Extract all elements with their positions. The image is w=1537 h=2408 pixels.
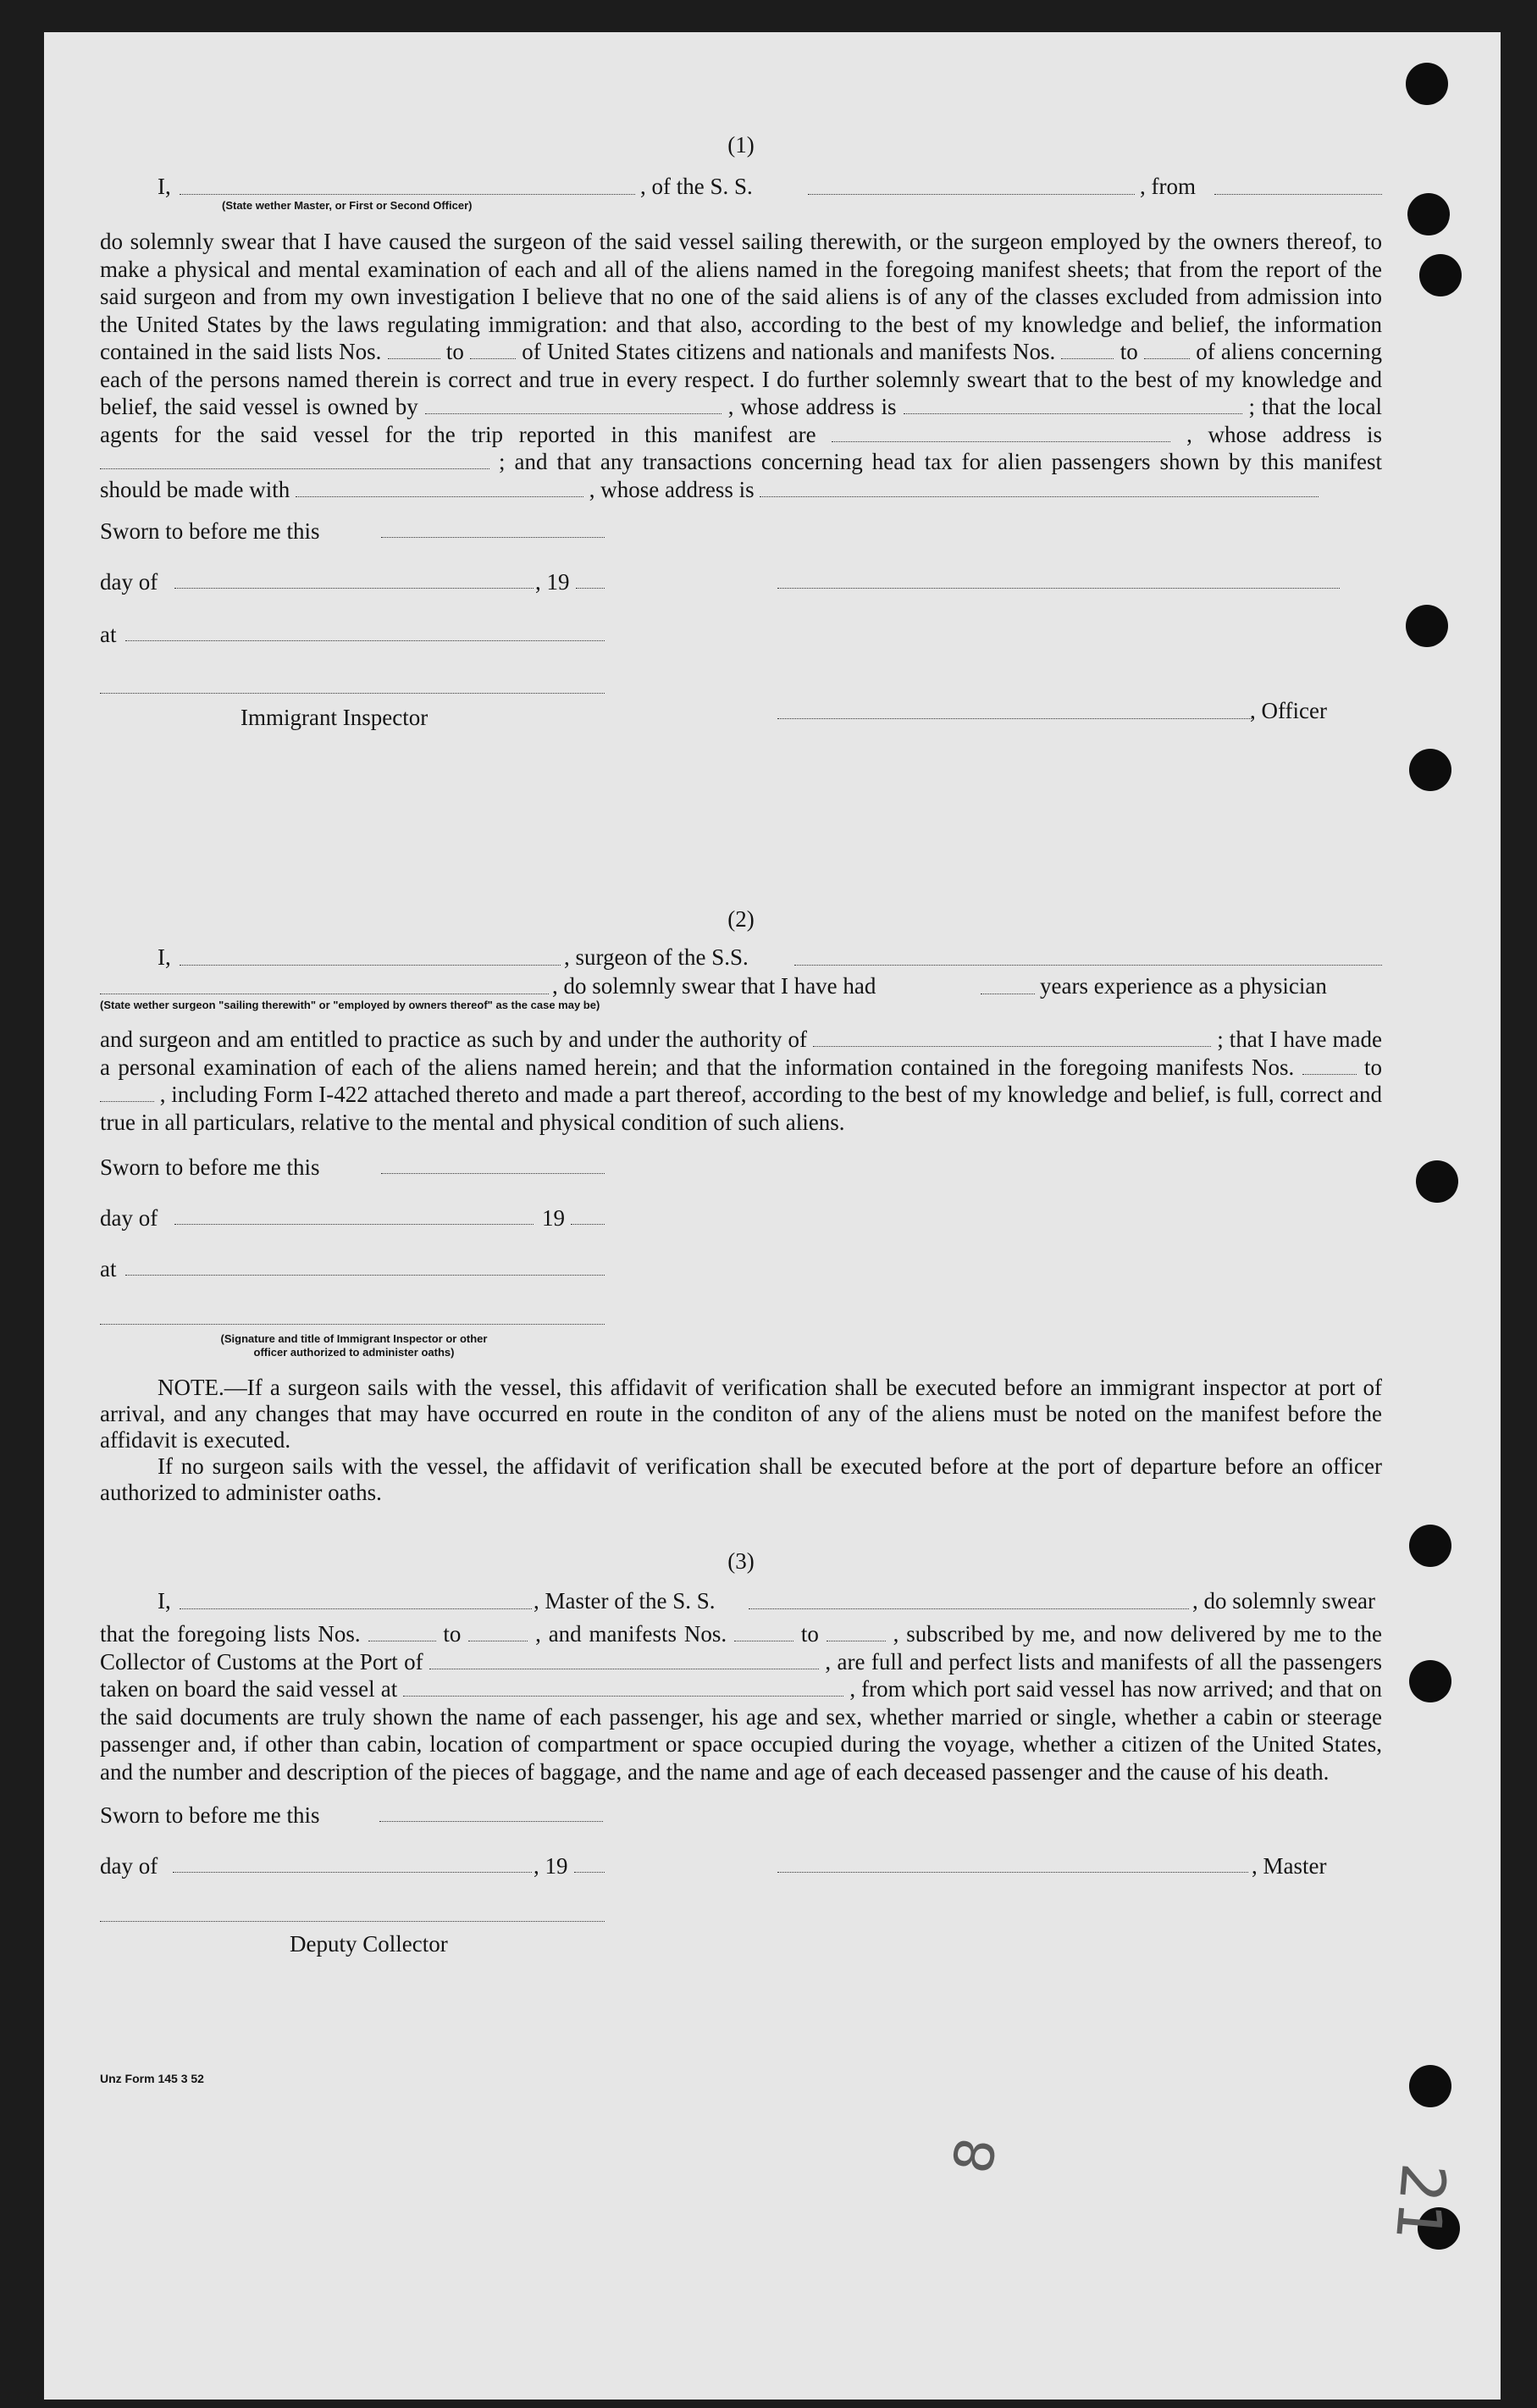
surgeon-affidavit-text [100,1026,1382,1136]
binder-hole [1409,749,1451,791]
officer-label: , Officer [1250,698,1327,723]
years-field[interactable] [981,977,1035,994]
day-of-label: day of [100,1205,158,1231]
month-field[interactable] [173,1872,532,1873]
head-tax-address-field[interactable] [760,479,1319,497]
signature-hint-line: (Signature and title of Immigrant Inspector or other [220,1332,488,1345]
affidavit-text: , whose address is [589,476,755,502]
month-field[interactable] [174,588,534,589]
surgeon-vessel-field[interactable] [794,948,1382,966]
year-field[interactable] [576,588,605,589]
master-vessel-field[interactable] [749,1591,1189,1609]
swear-label: , do solemnly swear [1192,1588,1375,1614]
to-label: to [443,1621,462,1647]
binder-hole [1406,605,1448,647]
surgeon-type-hint: (State wether surgeon "sailing therewith" or "employed by owners thereof" as the case may be) [100,999,600,1011]
master-name-field[interactable] [180,1591,532,1609]
owner-field[interactable] [425,396,722,414]
lists-from-field[interactable] [388,341,440,359]
to-label: to [445,339,464,364]
section-number: (2) [727,906,755,932]
affidavit-text: , subscribed by me, and now delivered by me to the Collector of Customs at the Port of [100,1621,1383,1675]
master-label: , Master of the S. S. [534,1588,716,1614]
from-label: , from [1140,174,1196,199]
affidavit-text: ; and that any transactions concerning head tax for alien passengers shown by this manifest should be made with [100,449,1382,502]
manifests-to-field[interactable] [100,1084,154,1102]
pronoun-label: I, [158,944,171,970]
form-number: Unz Form 145 3 52 [100,2072,204,2085]
affidavit-text: of aliens concerning each of the persons named therein is correct and true in every respect. I do further solemnly sweart that to the best of my knowledge and belief, the said vessel is owned by [100,339,1383,419]
section-number: (1) [727,132,755,158]
boarding-port-field[interactable] [403,1679,843,1697]
master-delivery-text [100,1620,1382,1785]
section-2 [100,906,1382,1506]
head-tax-party-field[interactable] [296,479,583,497]
inspector-signature-line[interactable] [100,693,605,694]
to-label: to [1120,339,1138,364]
signature-hint-line: officer authorized to administer oaths) [253,1346,455,1359]
master-affidavit-text [100,228,1382,503]
note-paragraph: NOTE.—If a surgeon sails with the vessel, this affidavit of verification shall be executed before an immigrant inspector at port of arrival, and any changes that may have occurred en route in the conditon of any of the aliens must be noted on the manifest before the affidavit is executed. [100,1375,1382,1453]
sworn-date-field[interactable] [381,1173,605,1174]
lists-from-field[interactable] [368,1624,436,1641]
sworn-label: Sworn to before me this [100,518,320,544]
section-1 [100,132,1382,789]
pencil-annotation: 8 [942,2133,1010,2178]
affidavit-text: do solemnly swear that I have caused the surgeon of the said vessel sailing therewith, or the surgeon employed by the owners thereof, to make a physical and mental examination of each and all of the aliens named in the foregoing manifest sheets; that from the report of the said surgeon and from my own investigation I believe that no one of the said aliens is of any of the classes excluded from admission into the United States by the laws regulating immigration: and that also, according to the best of my knowledge and belief, the information contained in the said lists Nos. [100,229,1382,364]
departure-port-field[interactable] [1214,177,1382,195]
years-label: years experience as a physician [1040,973,1327,999]
manifests-to-field[interactable] [1144,341,1190,359]
form-page [44,32,1501,2400]
to-label: to [1363,1054,1382,1080]
sworn-date-field[interactable] [381,537,605,538]
affidavit-text: ; that I have made a personal examination of each of the aliens named herein; and that the information contained in the foregoing manifests Nos. [100,1027,1383,1080]
binder-hole [1407,193,1450,235]
affidavit-text: , whose address is [1186,421,1382,447]
year-field[interactable] [571,1224,605,1225]
manifests-from-field[interactable] [734,1624,793,1641]
affidavit-text: and surgeon and am entitled to practice as such by and under the authority of [100,1027,808,1052]
officer-signature-line-upper[interactable] [777,588,1340,589]
agents-field[interactable] [832,424,1170,442]
at-label: at [100,1256,117,1281]
swear-label: , do solemnly swear that I have had [552,973,876,999]
section-number: (3) [727,1548,755,1574]
day-of-label: day of [100,1853,158,1879]
collector-label: Deputy Collector [290,1931,448,1957]
sworn-date-field[interactable] [379,1821,603,1822]
affidavit-text: , and manifests Nos. [535,1621,727,1647]
year-field[interactable] [574,1872,605,1873]
inspector-label: Immigrant Inspector [241,705,428,730]
surgeon-name-field[interactable] [180,948,561,966]
affidavit-text: , including Form I-422 attached thereto and made a part thereof, according to the best of my knowledge and belief, is full, correct and true in all particulars, relative to the mental and physical condition of such aliens. [100,1082,1382,1135]
year-label: , 19 [534,1853,568,1879]
pencil-annotation: 21 [1381,2160,1460,2245]
officer-rank-field[interactable] [180,177,635,195]
binder-hole [1419,254,1462,296]
customs-port-field[interactable] [429,1652,819,1669]
binder-hole [1416,1160,1458,1203]
location-field[interactable] [125,1275,605,1276]
affidavit-text: , are full and perfect lists and manifests of all the passengers taken on board the said vessel at [100,1648,1382,1702]
officer-signature-line[interactable] [777,718,1252,719]
year-label: 19 [542,1205,565,1231]
affidavit-text: , from which port said vessel has now arrived; and that on the said documents are truly shown the name of each passenger, his age and sex, whether married or single, whether a cabin or steerage passenger and, if other than cabin, location of compartment or space occupied during the voyage, whether a citizen of the United States, and the number and description of the pieces of baggage, and the name and age of each deceased passenger and the cause of his death. [100,1676,1382,1785]
signature-hint [168,1332,540,1359]
surgeon-label: , surgeon of the S.S. [564,944,749,970]
binder-hole [1406,63,1448,105]
sworn-label: Sworn to before me this [100,1154,320,1180]
at-label: at [100,622,117,647]
pronoun-label: I, [158,174,171,199]
vessel-name-field[interactable] [808,177,1135,195]
affidavit-text: ; that the local agents for the said vessel for the trip reported in this manifest are [100,394,1383,447]
binder-hole [1409,1660,1451,1702]
affidavit-text: that the foregoing lists Nos. [100,1621,361,1647]
sworn-label: Sworn to before me this [100,1802,320,1828]
authority-field[interactable] [813,1029,1211,1047]
note-paragraph-2: If no surgeon sails with the vessel, the affidavit of verification shall be executed before at the port of departure before an officer authorized to administer oaths. [100,1453,1382,1505]
year-label: , 19 [535,569,570,595]
lists-to-field[interactable] [470,341,516,359]
section-3 [100,1548,1382,1963]
surgeon-type-field[interactable] [100,977,549,994]
location-field[interactable] [125,640,605,641]
lists-to-field[interactable] [468,1624,528,1641]
manifests-to-field[interactable] [827,1624,886,1641]
manifests-from-field[interactable] [1302,1057,1357,1075]
officer-rank-hint: (State wether Master, or First or Second Officer) [222,199,473,212]
day-of-label: day of [100,569,158,595]
collector-signature-line[interactable] [100,1921,605,1922]
master-signature-line[interactable] [777,1872,1248,1873]
binder-hole [1409,1525,1451,1567]
binder-hole [1409,2065,1451,2107]
manifests-from-field[interactable] [1061,341,1114,359]
inspector-signature-line[interactable] [100,1324,605,1325]
owner-address-field[interactable] [904,396,1242,414]
to-label: to [800,1621,819,1647]
vessel-label: , of the S. S. [640,174,753,199]
affidavit-text: , whose address is [727,394,897,419]
pronoun-label: I, [158,1588,171,1614]
agents-address-field[interactable] [100,451,489,469]
master-title-label: , Master [1252,1853,1327,1879]
month-field[interactable] [174,1224,534,1225]
affidavit-text: of United States citizens and nationals and manifests Nos. [522,339,1056,364]
